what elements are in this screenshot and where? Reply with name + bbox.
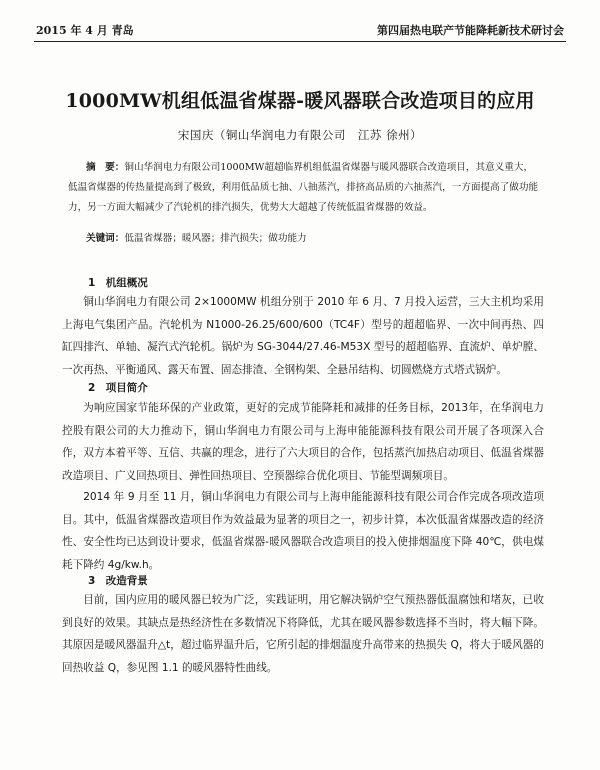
abstract xyxy=(68,158,540,218)
section-1-paragraph-1: 铜山华润电力有限公司 2×1000MW 机组分别于 2010 年 6 月、7 月投入运营，三大主机均采用上海电气集团产品。汽轮机为 N1000-26.25/600/600（TC4F）型号的超超临界、一次中间再热、四缸四排汽、单轴、凝汽式汽轮机。锅炉为 SG-3044/27.46-M53X 型号的超超临界、直流炉、单炉膛、一次再热、平衡通风、露天布置、固态排渣、全钢构架、全悬吊结构、切圆燃烧方式塔式锅炉。 xyxy=(62,296,544,376)
header-conference-name: 第四届热电联产节能降耗新技术研讨会 xyxy=(377,24,564,37)
abstract-label: 摘 要： xyxy=(86,162,125,173)
section-3-paragraph-1: 目前，国内应用的暖风器已较为广泛，实践证明，用它解决锅炉空气预热器低温腐蚀和堵灰，已收到良好的效果。其缺点是热经济性在多数情况下将降低，尤其在暖风器参数选择不当时，将大幅下降。其原因是暖风器温升△t，超过临界温升后，它所引起的排烟温度升高带来的热损失 Q，将大于暖风器的回热收益 Q，参见图 1.1 的暖风器特性曲线。 xyxy=(62,594,544,674)
section-2-heading: 2 项目简介 xyxy=(88,382,148,394)
section-2-paragraph-1: 为响应国家节能环保的产业政策，更好的完成节能降耗和减排的任务目标，2013年，在华润电力控股有限公司的大力推动下，铜山华润电力有限公司与上海申能能源科技有限公司开展了各项深入合作，双方本着平等、互信、共赢的理念，进行了六大项目的合作，包括蒸汽加热启动项目、低温省煤器改造项目、广义回热项目、弹性回热项目、空预器综合优化项目、节能型调频项目。 xyxy=(62,402,544,482)
author-affiliation: 宋国庆（铜山华润电力有限公司 江苏 徐州） xyxy=(177,128,423,142)
keywords-label: 关键词： xyxy=(86,233,125,244)
keywords xyxy=(86,230,307,244)
header-date-location: 2015 年 4 月 青岛 xyxy=(36,24,134,37)
section-3-heading: 3 改造背景 xyxy=(88,575,148,587)
abstract-text: 铜山华润电力有限公司1000MW超超临界机组低温省煤器与暖风器联合改造项目，其意义重大，低温省煤器的传热量提高到了极致，利用低品质七抽、八抽蒸汽，排挤高品质的六抽蒸汽，一方面提高了做功能力，另一方面大幅减少了汽轮机的排汽损失，优势大大超越了传统低温省煤器的效益。 xyxy=(68,162,539,213)
header-rule xyxy=(34,41,566,42)
keywords-text: 低温省煤器；暖风器；排汽损失；做功能力 xyxy=(124,233,307,244)
section-1-heading: 1 机组概况 xyxy=(88,277,148,289)
running-header xyxy=(36,18,564,38)
paper-title: 1000MW机组低温省煤器-暖风器联合改造项目的应用 xyxy=(65,90,535,112)
section-2-paragraph-2: 2014 年 9 月至 11 月，铜山华润电力有限公司与上海申能能源科技有限公司合作完成各项改造项目。其中，低温省煤器改造项目作为效益最为显著的项目之一，初步计算，本次低温省煤器改造的经济性、安全性均已达到设计要求，低温省煤器-暖风器联合改造项目的投入使排烟温度下降 40℃，供电煤耗下降约 4g/kw.h。 xyxy=(62,491,544,571)
